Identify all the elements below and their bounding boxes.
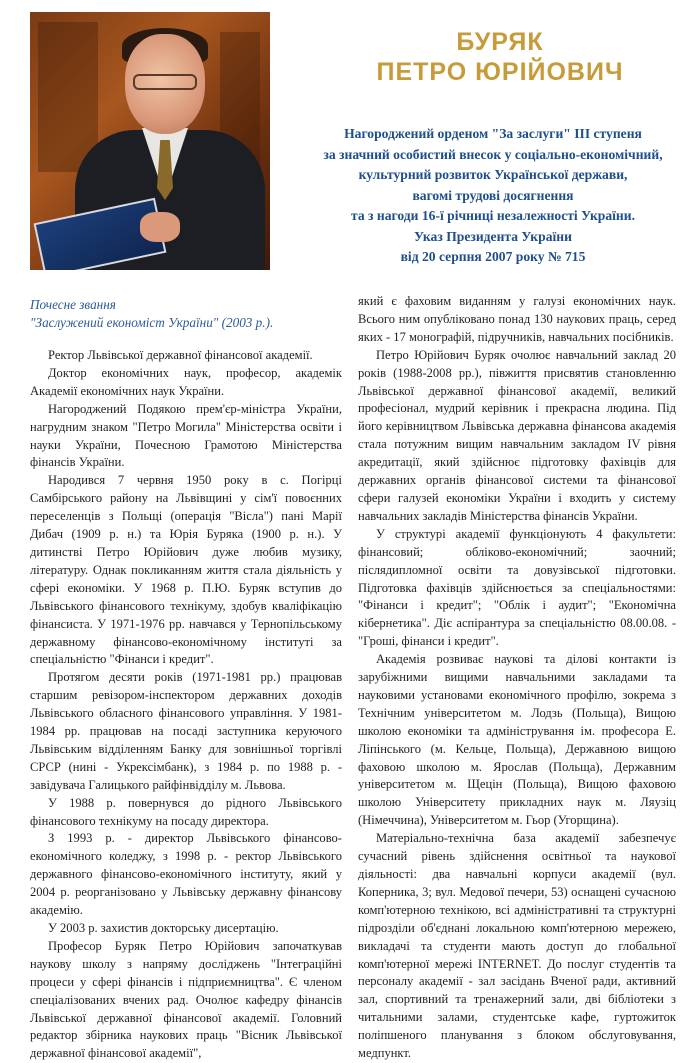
paragraph: який є фаховим виданням у галузі економічних наук. Всього ним опубліковано понад 130 наукових праць, серед яких - 17 монографій, підручників, навчальних посібників. — [358, 294, 676, 344]
paragraph: З 1993 р. - директор Львівського фінансово-економічного коледжу, з 1998 р. - ректор Львівського державного фінансово-економічного інституту, який у 2004 р. реорганізовано у Львівську державну фінансову академію. — [30, 831, 342, 918]
given-name-title: ПЕТРО ЮРІЙОВИЧ — [376, 58, 624, 86]
honorary-title — [30, 296, 330, 332]
portrait-photo — [30, 12, 270, 270]
award-line: культурний розвиток Української держави, — [358, 167, 628, 182]
surname-title: БУРЯК — [456, 28, 544, 56]
paragraph: Професор Буряк Петро Юрійович започаткував наукову школу з напряму досліджень "Інтеграційні процеси у сфері фінансів і підприємництва". Є членом спеціалізованих вчених рад. Очолює кафедру фінансів Львівської державної фінансової академії. Головний редактор збірника наукових праць "Вісник Львівської державної фінансової академії", — [30, 938, 342, 1061]
paragraph: Доктор економічних наук, професор, академік Академії економічних наук України. — [30, 365, 342, 398]
award-statement — [290, 124, 696, 268]
right-text-column — [358, 293, 676, 1063]
award-line: Указ Президента України — [414, 228, 572, 244]
paragraph: Ректор Львівської державної фінансової академії. — [48, 348, 313, 362]
award-line: Нагороджений орденом "За заслуги" ІІІ ступеня — [344, 126, 642, 141]
left-text-column — [30, 347, 342, 1063]
award-line: за значний особистий внесок у соціально-економічний, — [323, 146, 663, 162]
paragraph: У структурі академії функціонують 4 факультети: фінансовий; обліково-економічний; заочний; післядипломної освіти та довузівської підготовки. Підготовка фахівців здійснюється за спеціальностями: "Фінанси і кредит"; "Облік і аудит"; "Економічна кібернетика". Діє аспірантура за спеціальністю 08.00.08. - "Гроші, фінанси і кредит". — [358, 526, 676, 649]
honorary-title-value: "Заслужений економіст України" (2003 р.). — [30, 315, 274, 330]
paragraph: Матеріально-технічна база академії забезпечує сучасний рівень здійснення освітньої та наукової діяльності: два навчальні корпуси академії (вул. Коперника, 3; вул. Медової печери, 53) оснащені сучасною комп'ютерною технікою, всі адміністративні та структурні підрозділи об'єднані локальною комп'ютерною мережею, викладачі та студенти мають доступ до глобальної комп'ютерної мережі INTERNET. До послуг студентів та персоналу академії - зал засідань Вченої ради, активний зал, спортивний та тренажерний зали, дві бібліотеки з читальними залами, студентське кафе, гуртожиток поліпшеного планування з блоком обслуговування, медпункт. — [358, 831, 676, 1061]
paragraph: Петро Юрійович Буряк очолює навчальний заклад 20 років (1988-2008 рр.), півжиття присвятив становленню Львівської державної фінансової академії, великий професіонал, мудрий керівник і прекрасна людина. Під його керівництвом Львівська державна фінансова академія стала потужним вищим навчальним закладом IV рівня акредитації, який здійснює підготовку фахівців для державних органів фінансової системи та фінансової сфери галузей економіки України і входить у систему навчальних закладів Міністерства фінансів України. — [358, 347, 676, 523]
hand-shape — [140, 212, 180, 242]
award-line: вагомі трудові досягнення — [412, 187, 574, 203]
paragraph: У 1988 р. повернувся до рідного Львівського фінансового технікуму на посаду директора. — [30, 795, 342, 828]
paragraph: У 2003 р. захистив докторську дисертацію. — [48, 921, 279, 935]
glasses-shape — [133, 74, 197, 90]
paragraph: Нагороджений Подякою прем'єр-міністра України, нагрудним знаком "Петро Могила" Міністерства освіти і науки України, Почесною Грамотою Міністерства фінансів України. — [30, 401, 342, 470]
paragraph: Академія розвиває наукові та ділові контакти із зарубіжними вищими навчальними закладами та науковими установами економічного профілю, зокрема з Технічним університетом м. Лодзь (Польща), Вищою школою економіки та адміністрування ім. професора Е. Ліпінського (м. Кельце, Польща), Державною вищою фаховою школою м. Ярослав (Польща), Державним університетом м. Щецін (Польща), Вищою фаховою школою Університету прикладних наук м. Ляузіц (Німеччина), Університетом м. Гьор (Угорщина). — [358, 652, 676, 828]
paragraph: Народився 7 червня 1950 року в с. Погірці Самбірського району на Львівщині у сім'ї повоєнних переселенців з Польщі (операція "Вісла") пані Марії Дибач (1909 р. н.) та Юрія Буряка (1900 р. н.). У дитинстві Петро Юрійович дуже любив музику, літературу. Однак покликанням життя стала діяльність у сфері економіки. У 1968 р. П.Ю. Буряк вступив до Львівського фінансового технікуму, здобув кваліфікацію фінансиста. У 1971-1976 рр. навчався у Тернопільському державному фінансово-економічному інституті за спеціальністю "Фінанси і кредит". — [30, 473, 342, 667]
award-line: від 20 серпня 2007 року № 715 — [400, 249, 586, 264]
paragraph: Протягом десяти років (1971-1981 рр.) працював старшим ревізором-інспектором державних доходів Львівського обласного фінансового управління. У 1981-1984 рр. працював на посаді заступника керуючого Львівським відділенням Банку для зовнішньої торгівлі СРСР (нині - Укрексімбанк), з 1984 р. по 1988 р. - завідувача Галицького райфінвідділу м. Львова. — [30, 670, 342, 792]
award-line: та з нагоди 16-ї річниці незалежності України. — [350, 208, 635, 223]
honorary-title-label: Почесне звання — [30, 297, 116, 312]
